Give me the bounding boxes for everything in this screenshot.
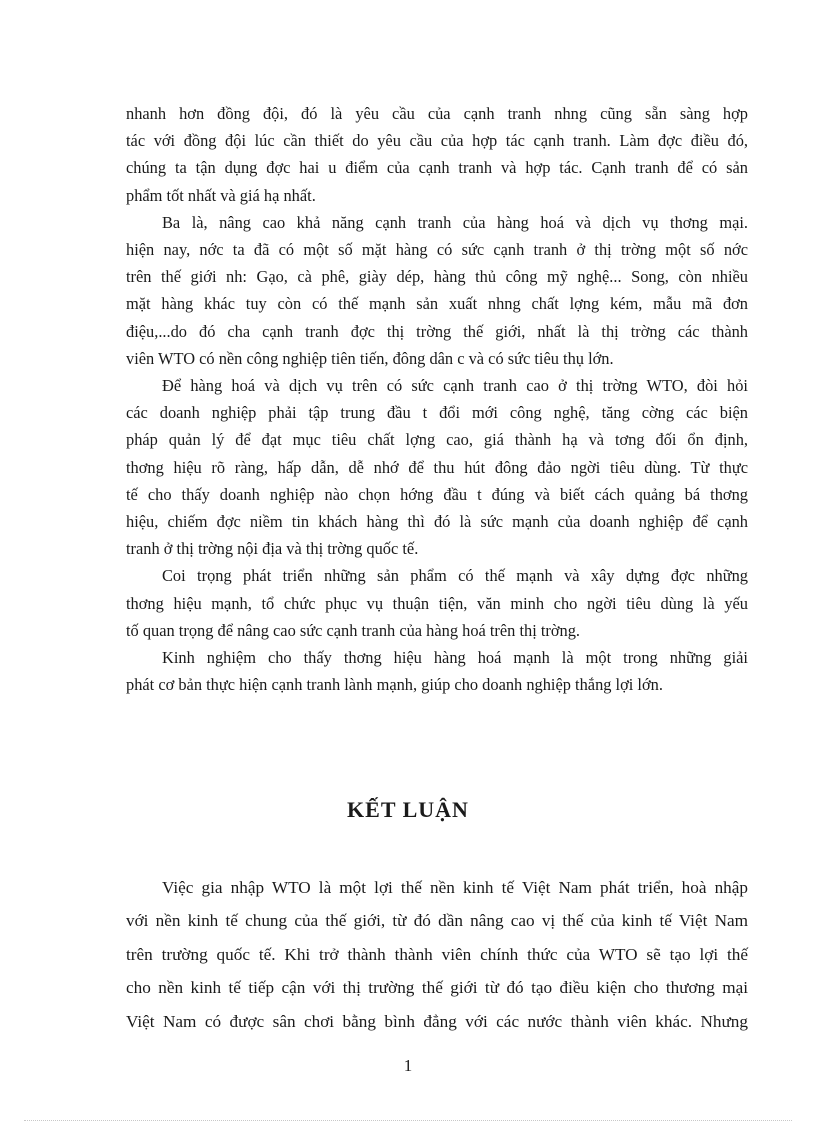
paragraph-4: [126, 562, 748, 644]
text-line: hiện nay, nớc ta đã có một số mặt hàng có sức cạnh tranh ở thị trờng một số nớc: [126, 240, 748, 260]
body-text: [126, 100, 748, 698]
paragraph-3: [126, 372, 748, 562]
section-heading: KẾT LUẬN: [347, 797, 469, 822]
text-line: Kinh nghiệm cho thấy thơng hiệu hàng hoá mạnh là một trong những giải: [162, 648, 748, 668]
text-line: hiệu, chiếm đợc niềm tin khách hàng thì đó là sức mạnh của doanh nghiệp để cạnh: [126, 512, 748, 532]
text-line: phát cơ bản thực hiện cạnh tranh lành mạnh, giúp cho doanh nghiệp thắng lợi lớn.: [126, 675, 663, 695]
text-line: thơng hiệu rõ ràng, hấp dẫn, dễ nhớ để thu hút đông đảo ngời tiêu dùng. Từ thực: [126, 457, 748, 477]
text-line: trên thế giới nh: Gạo, cà phê, giày dép, hàng thủ công mỹ nghệ... Song, còn nhiều: [126, 267, 748, 287]
text-line: pháp quản lý để đạt mục tiêu chất lợng cao, giá thành hạ và tơng đối ổn định,: [126, 430, 748, 450]
text-line: tế cho thấy doanh nghiệp nào chọn hớng đầu t đúng và biết cách quảng bá thơng: [126, 484, 748, 504]
text-line: Ba là, nâng cao khả năng cạnh tranh của hàng hoá và dịch vụ thơng mại.: [162, 212, 748, 232]
text-line: mặt hàng khác tuy còn có thế mạnh sản xuất nhng chất lợng kém, mẫu mã đơn: [126, 294, 748, 314]
text-line: các doanh nghiệp phải tập trung đầu t đổi mới công nghệ, tăng cờng các biện: [126, 403, 748, 423]
text-line: điệu,...do đó cha cạnh tranh đợc thị trờng thế giới, nhất là thị trờng các thành: [126, 321, 748, 341]
text-line: viên WTO có nền công nghiệp tiên tiến, đông dân c và có sức tiêu thụ lớn.: [126, 348, 614, 368]
page-number: 1: [403, 1056, 413, 1075]
text-line: tác với đồng đội lúc cần thiết do yêu cầu của hợp tác cạnh tranh. Làm đợc điều đó,: [126, 131, 748, 151]
text-line: Để hàng hoá và dịch vụ trên có sức cạnh tranh cao ở thị trờng WTO, đòi hỏi: [162, 376, 748, 396]
text-line: trên trường quốc tế. Khi trở thành thành viên chính thức của WTO sẽ tạo lợi thế: [126, 944, 748, 964]
text-line: tranh ở thị trờng nội địa và thị trờng quốc tế.: [126, 539, 419, 559]
text-line: nhanh hơn đồng đội, đó là yêu cầu của cạnh tranh nhng cũng sẵn sàng hợp: [126, 104, 748, 123]
text-line: thơng hiệu mạnh, tổ chức phục vụ thuận tiện, văn minh cho ngời tiêu dùng là yếu: [126, 593, 748, 613]
paragraph-5: [126, 644, 748, 698]
text-line: Việc gia nhập WTO là một lợi thế nền kinh tế Việt Nam phát triển, hoà nhập: [162, 878, 748, 897]
text-line: phẩm tốt nhất và giá hạ nhất.: [126, 185, 316, 205]
page-bottom-rule: [24, 1120, 792, 1121]
text-line: với nền kinh tế chung của thế giới, từ đó dần nâng cao vị thế của kinh tế Việt Nam: [126, 911, 748, 931]
conclusion-text: [126, 871, 748, 1038]
paragraph-2: [126, 209, 748, 372]
paragraph-1: [126, 100, 748, 209]
text-line: cho nền kinh tế tiếp cận với thị trường thế giới từ đó tạo điều kiện cho thương mại: [126, 978, 748, 998]
text-line: Coi trọng phát triển những sản phẩm có thế mạnh và xây dựng đợc những: [162, 566, 748, 586]
text-line: tố quan trọng để nâng cao sức cạnh tranh của hàng hoá trên thị trờng.: [126, 620, 581, 640]
conclusion-paragraph: [126, 871, 748, 1038]
text-line: Việt Nam có được sân chơi bằng bình đẳng với các nước thành viên khác. Nhưng: [126, 1011, 748, 1031]
text-line: chúng ta tận dụng đợc hai u điểm của cạnh tranh và hợp tác. Cạnh tranh để có sản: [126, 158, 748, 178]
